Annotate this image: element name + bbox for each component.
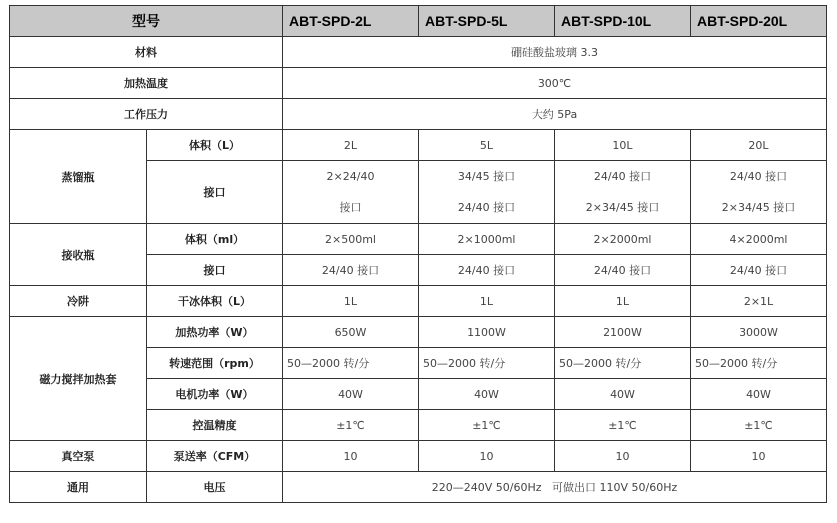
distillation-interface-2l-line1: 2×24/40 (326, 170, 375, 183)
distillation-interface-5l-line1: 34/45 接口 (457, 170, 516, 183)
distillation-volume-20l: 20L (691, 130, 827, 161)
distillation-volume-2l: 2L (283, 130, 419, 161)
heating-power-20l: 3000W (691, 317, 827, 348)
distillation-interface-label: 接口 (147, 161, 283, 224)
model-5l-header: ABT-SPD-5L (419, 6, 555, 37)
motor-power-2l: 40W (283, 379, 419, 410)
voltage-label: 电压 (147, 472, 283, 503)
heating-temp-row (10, 68, 827, 99)
model-2l-header: ABT-SPD-2L (283, 6, 419, 37)
distillation-interface-2l-line2: 接口 (339, 201, 362, 214)
dry-ice-volume-10l: 1L (555, 286, 691, 317)
pump-rate-5l: 10 (419, 441, 555, 472)
speed-range-10l: 50—2000 转/分 (555, 348, 691, 379)
distillation-interface-5l (419, 161, 555, 224)
receiving-volume-5l: 2×1000ml (419, 224, 555, 255)
distillation-volume-10l: 10L (555, 130, 691, 161)
pump-rate-label: 泵送率（CFM） (147, 441, 283, 472)
dry-ice-volume-5l: 1L (419, 286, 555, 317)
temp-accuracy-2l: ±1℃ (283, 410, 419, 441)
cold-trap-row (10, 286, 827, 317)
distillation-volume-5l: 5L (419, 130, 555, 161)
temp-accuracy-10l: ±1℃ (555, 410, 691, 441)
general-label: 通用 (10, 472, 147, 503)
distillation-interface-20l-line2: 2×34/45 接口 (721, 201, 796, 214)
dry-ice-volume-20l: 2×1L (691, 286, 827, 317)
voltage-value: 220—240V 50/60Hz 可做出口 110V 50/60Hz (283, 472, 827, 503)
receiving-interface-label: 接口 (147, 255, 283, 286)
receiving-interface-20l: 24/40 接口 (691, 255, 827, 286)
vacuum-pump-label: 真空泵 (10, 441, 147, 472)
model-header: 型号 (10, 6, 283, 37)
temp-accuracy-label: 控温精度 (147, 410, 283, 441)
distillation-interface-10l (555, 161, 691, 224)
motor-power-10l: 40W (555, 379, 691, 410)
distillation-volume-label: 体积（L） (147, 130, 283, 161)
material-label: 材料 (10, 37, 283, 68)
receiving-volume-10l: 2×2000ml (555, 224, 691, 255)
speed-range-2l: 50—2000 转/分 (283, 348, 419, 379)
receiving-volume-row (10, 224, 827, 255)
distillation-flask-label: 蒸馏瓶 (10, 130, 147, 224)
receiving-volume-20l: 4×2000ml (691, 224, 827, 255)
dry-ice-volume-2l: 1L (283, 286, 419, 317)
heating-power-2l: 650W (283, 317, 419, 348)
receiving-volume-label: 体积（ml） (147, 224, 283, 255)
receiving-interface-10l: 24/40 接口 (555, 255, 691, 286)
distillation-volume-row (10, 130, 827, 161)
receiving-interface-2l: 24/40 接口 (283, 255, 419, 286)
pump-rate-20l: 10 (691, 441, 827, 472)
material-value: 硼硅酸盐玻璃 3.3 (283, 37, 827, 68)
distillation-interface-10l-line1: 24/40 接口 (593, 170, 652, 183)
heating-temp-value: 300℃ (283, 68, 827, 99)
pump-rate-2l: 10 (283, 441, 419, 472)
model-20l-header: ABT-SPD-20L (691, 6, 827, 37)
distillation-interface-20l-line1: 24/40 接口 (729, 170, 788, 183)
temp-accuracy-20l: ±1℃ (691, 410, 827, 441)
model-10l-header: ABT-SPD-10L (555, 6, 691, 37)
distillation-interface-10l-line2: 2×34/45 接口 (585, 201, 660, 214)
working-pressure-value: 大约 5Pa (283, 99, 827, 130)
distillation-interface-20l (691, 161, 827, 224)
motor-power-5l: 40W (419, 379, 555, 410)
speed-range-5l: 50—2000 转/分 (419, 348, 555, 379)
motor-power-20l: 40W (691, 379, 827, 410)
heating-power-label: 加热功率（W） (147, 317, 283, 348)
speed-range-label: 转速范围（rpm） (147, 348, 283, 379)
receiving-flask-label: 接收瓶 (10, 224, 147, 286)
cold-trap-label: 冷阱 (10, 286, 147, 317)
motor-power-label: 电机功率（W） (147, 379, 283, 410)
material-row (10, 37, 827, 68)
distillation-interface-2l (283, 161, 419, 224)
pump-rate-10l: 10 (555, 441, 691, 472)
vacuum-pump-row (10, 441, 827, 472)
temp-accuracy-5l: ±1℃ (419, 410, 555, 441)
dry-ice-volume-label: 干冰体积（L） (147, 286, 283, 317)
header-row (10, 6, 827, 37)
distillation-interface-5l-line2: 24/40 接口 (457, 201, 516, 214)
heating-power-row (10, 317, 827, 348)
speed-range-20l: 50—2000 转/分 (691, 348, 827, 379)
heating-temp-label: 加热温度 (10, 68, 283, 99)
receiving-interface-5l: 24/40 接口 (419, 255, 555, 286)
receiving-volume-2l: 2×500ml (283, 224, 419, 255)
mantle-label: 磁力搅拌加热套 (10, 317, 147, 441)
working-pressure-label: 工作压力 (10, 99, 283, 130)
heating-power-5l: 1100W (419, 317, 555, 348)
working-pressure-row (10, 99, 827, 130)
general-row (10, 472, 827, 503)
spec-table (9, 5, 827, 503)
heating-power-10l: 2100W (555, 317, 691, 348)
